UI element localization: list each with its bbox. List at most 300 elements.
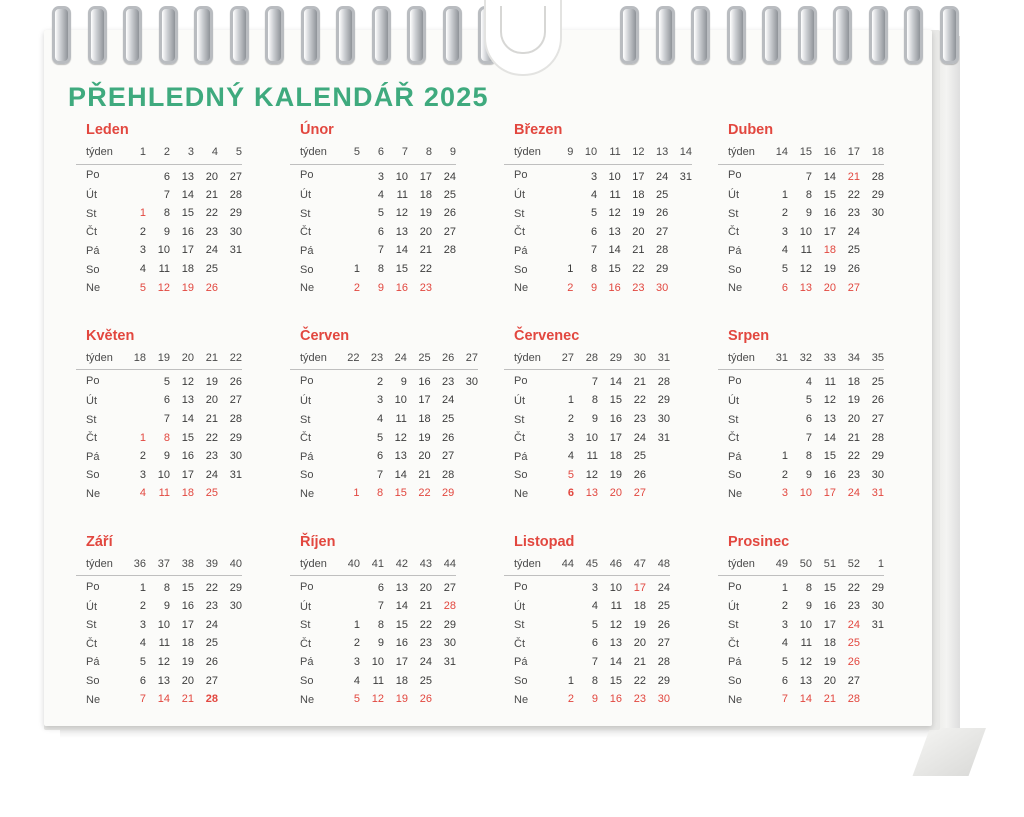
day-cell: 29 bbox=[229, 207, 242, 220]
week-numbers-row bbox=[718, 556, 884, 576]
day-cell bbox=[218, 261, 242, 280]
month-name: Listopad bbox=[514, 533, 575, 550]
day-cell: 11 bbox=[609, 188, 621, 201]
day-label: Ne bbox=[728, 487, 743, 500]
day-cell: 6 bbox=[163, 394, 170, 407]
day-label: St bbox=[728, 619, 739, 632]
day-label: St bbox=[300, 207, 311, 220]
week-number: 27 bbox=[550, 350, 574, 370]
day-row bbox=[504, 466, 670, 485]
day-cell: 13 bbox=[157, 674, 170, 687]
day-cell: 20 bbox=[418, 450, 431, 463]
month-name: Květen bbox=[86, 327, 135, 344]
month-block bbox=[706, 122, 920, 298]
day-cell: 8 bbox=[163, 207, 170, 220]
day-cell: 5 bbox=[139, 281, 146, 294]
day-cell: 22 bbox=[633, 394, 646, 407]
day-row bbox=[76, 635, 242, 654]
day-cell: 1 bbox=[781, 450, 788, 463]
day-label: So bbox=[728, 263, 742, 276]
day-label: Po bbox=[300, 580, 314, 593]
day-cell: 5 bbox=[353, 693, 360, 706]
month-name: Únor bbox=[300, 122, 334, 138]
day-cell: 20 bbox=[633, 637, 646, 650]
month-block bbox=[278, 122, 492, 298]
day-cell: 17 bbox=[823, 225, 836, 238]
day-cell bbox=[454, 485, 478, 504]
day-row bbox=[718, 223, 884, 242]
day-cell: 13 bbox=[181, 394, 194, 407]
month-name: Září bbox=[86, 533, 113, 550]
day-row bbox=[504, 691, 670, 710]
day-cell bbox=[646, 466, 670, 485]
week-number: 40 bbox=[336, 556, 360, 576]
week-number: 10 bbox=[573, 144, 597, 164]
day-cell: 25 bbox=[443, 188, 456, 201]
day-cell: 8 bbox=[805, 582, 812, 595]
day-cell: 19 bbox=[181, 281, 194, 294]
day-label: Pá bbox=[514, 450, 528, 463]
day-cell: 10 bbox=[157, 244, 170, 257]
day-cell: 28 bbox=[655, 244, 669, 257]
week-number: 25 bbox=[407, 350, 431, 370]
day-cell: 9 bbox=[377, 637, 384, 650]
week-number: 43 bbox=[408, 556, 432, 576]
day-cell: 8 bbox=[163, 431, 170, 444]
week-number: 31 bbox=[646, 350, 670, 370]
day-cell bbox=[860, 635, 884, 654]
day-cell: 19 bbox=[847, 394, 860, 407]
day-cell: 17 bbox=[418, 394, 431, 407]
day-label: Po bbox=[514, 374, 528, 387]
month-table bbox=[504, 350, 670, 504]
day-cell: 7 bbox=[805, 170, 812, 183]
day-cell bbox=[550, 223, 574, 242]
day-cell: 21 bbox=[633, 655, 646, 668]
day-cell: 12 bbox=[823, 394, 836, 407]
day-cell: 2 bbox=[377, 376, 384, 389]
day-cell: 16 bbox=[823, 468, 836, 481]
day-label: Po bbox=[514, 169, 528, 182]
day-cell: 19 bbox=[633, 618, 646, 631]
day-cell: 17 bbox=[823, 618, 836, 631]
day-cell: 31 bbox=[679, 170, 692, 183]
day-cell: 13 bbox=[394, 450, 407, 463]
day-cell: 27 bbox=[847, 281, 860, 294]
day-cell: 19 bbox=[205, 376, 218, 389]
day-cell: 5 bbox=[781, 263, 788, 276]
day-cell bbox=[432, 261, 456, 280]
day-row bbox=[76, 164, 242, 186]
week-label: týden bbox=[290, 144, 336, 164]
day-cell: 19 bbox=[395, 693, 408, 706]
day-row bbox=[290, 186, 456, 205]
day-cell: 21 bbox=[632, 244, 645, 257]
day-cell bbox=[336, 242, 360, 261]
day-cell: 22 bbox=[847, 188, 860, 201]
page-title: PŘEHLEDNÝ KALENDÁŘ 2025 bbox=[68, 82, 489, 112]
week-label: týden bbox=[290, 556, 336, 576]
day-label: Pá bbox=[86, 656, 100, 669]
day-cell bbox=[336, 205, 360, 224]
day-row bbox=[718, 691, 884, 710]
day-cell: 5 bbox=[377, 207, 384, 220]
day-cell: 9 bbox=[590, 281, 598, 294]
day-cell: 30 bbox=[657, 413, 670, 426]
day-cell: 13 bbox=[395, 582, 408, 595]
day-row bbox=[290, 279, 456, 298]
day-row bbox=[718, 448, 884, 467]
day-cell: 16 bbox=[609, 693, 622, 706]
week-number: 22 bbox=[218, 350, 242, 370]
day-cell: 2 bbox=[139, 600, 146, 613]
day-cell: 26 bbox=[847, 263, 860, 276]
day-cell bbox=[432, 279, 456, 298]
day-cell: 17 bbox=[395, 655, 408, 668]
week-number: 3 bbox=[170, 144, 194, 164]
day-cell: 15 bbox=[823, 188, 836, 201]
day-row bbox=[290, 672, 456, 691]
day-cell bbox=[860, 261, 884, 280]
day-cell: 7 bbox=[377, 244, 384, 257]
day-cell: 8 bbox=[805, 188, 812, 201]
day-row bbox=[504, 576, 670, 598]
week-number: 31 bbox=[764, 350, 788, 370]
day-row bbox=[504, 616, 670, 635]
day-cell: 12 bbox=[799, 655, 812, 668]
day-label: St bbox=[728, 413, 739, 426]
week-number: 14 bbox=[764, 144, 788, 164]
day-cell: 3 bbox=[139, 618, 146, 631]
month-block bbox=[706, 328, 920, 504]
week-number: 41 bbox=[360, 556, 384, 576]
day-cell: 31 bbox=[229, 244, 242, 257]
day-cell: 21 bbox=[419, 244, 432, 257]
month-table bbox=[718, 350, 884, 504]
day-cell bbox=[336, 186, 360, 205]
day-cell: 11 bbox=[158, 263, 170, 276]
week-numbers-row bbox=[504, 350, 670, 370]
day-label: St bbox=[300, 413, 311, 426]
week-number: 35 bbox=[860, 350, 884, 370]
day-cell: 5 bbox=[805, 394, 812, 407]
day-label: Pá bbox=[300, 244, 314, 257]
day-cell: 18 bbox=[823, 244, 836, 257]
day-cell: 3 bbox=[591, 582, 598, 595]
month-block bbox=[64, 328, 278, 504]
day-cell bbox=[218, 691, 242, 710]
day-cell: 7 bbox=[139, 693, 146, 706]
day-cell: 24 bbox=[847, 618, 860, 631]
day-label: So bbox=[86, 469, 100, 482]
day-cell: 30 bbox=[465, 376, 478, 389]
day-cell: 23 bbox=[442, 376, 455, 389]
day-label: St bbox=[86, 413, 97, 426]
month-block bbox=[64, 122, 278, 298]
month-name: Červen bbox=[300, 327, 350, 344]
day-cell: 27 bbox=[229, 170, 242, 183]
day-row bbox=[718, 576, 884, 598]
day-cell: 7 bbox=[781, 693, 788, 706]
week-number: 24 bbox=[383, 350, 407, 370]
day-row bbox=[290, 635, 456, 654]
day-row bbox=[290, 616, 456, 635]
day-row bbox=[290, 411, 478, 430]
day-cell: 16 bbox=[608, 281, 621, 294]
day-label: Čt bbox=[514, 226, 525, 239]
day-cell: 26 bbox=[443, 207, 456, 220]
day-cell: 24 bbox=[419, 655, 432, 668]
months-grid bbox=[64, 122, 920, 709]
day-cell: 14 bbox=[157, 693, 170, 706]
day-cell: 18 bbox=[181, 637, 194, 650]
day-cell bbox=[336, 370, 360, 392]
week-numbers-row bbox=[504, 556, 670, 576]
day-label: Po bbox=[728, 580, 742, 593]
week-number: 7 bbox=[384, 144, 408, 164]
day-cell: 10 bbox=[394, 394, 407, 407]
month-block bbox=[492, 328, 706, 504]
day-cell: 10 bbox=[799, 487, 812, 500]
day-cell bbox=[550, 242, 574, 261]
day-cell: 8 bbox=[377, 618, 384, 631]
day-label: Út bbox=[728, 394, 739, 407]
day-row bbox=[290, 429, 478, 448]
week-number: 23 bbox=[359, 350, 383, 370]
day-row bbox=[718, 279, 884, 298]
calendar-content bbox=[44, 30, 932, 726]
day-cell: 11 bbox=[800, 244, 812, 257]
week-number: 1 bbox=[122, 144, 146, 164]
day-cell: 27 bbox=[443, 582, 456, 595]
day-cell bbox=[860, 223, 884, 242]
day-cell: 3 bbox=[590, 170, 598, 183]
day-label: Čt bbox=[728, 432, 739, 445]
day-label: Po bbox=[86, 580, 100, 593]
day-cell: 1 bbox=[781, 582, 788, 595]
day-label: Ne bbox=[728, 282, 743, 295]
week-number: 44 bbox=[550, 556, 574, 576]
day-cell bbox=[454, 429, 478, 448]
day-cell: 8 bbox=[163, 582, 170, 595]
day-cell: 6 bbox=[781, 281, 788, 294]
day-cell: 24 bbox=[442, 394, 455, 407]
day-cell bbox=[218, 672, 242, 691]
day-cell: 29 bbox=[442, 487, 455, 500]
week-number: 48 bbox=[646, 556, 670, 576]
day-row bbox=[76, 448, 242, 467]
day-label: Ne bbox=[86, 282, 101, 295]
day-cell: 9 bbox=[805, 207, 812, 220]
day-label: Po bbox=[86, 169, 100, 182]
day-cell: 5 bbox=[139, 655, 146, 668]
week-number: 36 bbox=[122, 556, 146, 576]
day-cell: 10 bbox=[157, 618, 170, 631]
day-cell: 8 bbox=[805, 450, 812, 463]
day-label: Pá bbox=[728, 450, 742, 463]
day-row bbox=[718, 485, 884, 504]
day-cell: 9 bbox=[163, 600, 170, 613]
day-row bbox=[504, 448, 670, 467]
day-label: Pá bbox=[728, 244, 742, 257]
day-cell: 17 bbox=[633, 582, 646, 595]
day-cell bbox=[454, 466, 478, 485]
day-row bbox=[718, 598, 884, 617]
week-number: 6 bbox=[360, 144, 384, 164]
day-row bbox=[504, 653, 670, 672]
day-label: Ne bbox=[514, 282, 529, 295]
month-name: Leden bbox=[86, 122, 129, 138]
day-cell: 31 bbox=[871, 487, 884, 500]
day-cell bbox=[454, 411, 478, 430]
day-cell: 25 bbox=[657, 600, 670, 613]
day-cell bbox=[550, 205, 574, 224]
day-cell: 19 bbox=[419, 207, 432, 220]
day-label: Ne bbox=[514, 693, 529, 706]
day-cell: 18 bbox=[632, 188, 645, 201]
day-label: Ne bbox=[300, 693, 315, 706]
day-cell: 25 bbox=[419, 674, 432, 687]
day-cell: 11 bbox=[395, 413, 407, 426]
day-cell: 10 bbox=[799, 225, 812, 238]
day-cell: 26 bbox=[229, 376, 242, 389]
day-cell: 4 bbox=[805, 376, 812, 389]
week-numbers-row bbox=[76, 556, 242, 576]
day-cell: 16 bbox=[418, 376, 431, 389]
day-label: Ne bbox=[300, 282, 315, 295]
day-cell: 16 bbox=[609, 413, 622, 426]
day-cell: 14 bbox=[181, 188, 194, 201]
day-cell: 22 bbox=[419, 618, 432, 631]
day-row bbox=[504, 635, 670, 654]
day-cell: 16 bbox=[395, 281, 408, 294]
week-number: 5 bbox=[218, 144, 242, 164]
day-cell: 1 bbox=[781, 188, 788, 201]
day-label: Út bbox=[728, 189, 739, 202]
month-table bbox=[718, 556, 884, 710]
day-cell: 30 bbox=[655, 281, 669, 294]
day-cell: 28 bbox=[847, 693, 860, 706]
day-cell: 10 bbox=[609, 582, 622, 595]
day-row bbox=[504, 411, 670, 430]
week-numbers-row bbox=[290, 350, 478, 370]
day-cell bbox=[550, 598, 574, 617]
day-cell: 6 bbox=[163, 170, 170, 183]
day-cell: 28 bbox=[229, 188, 242, 201]
week-number: 34 bbox=[836, 350, 860, 370]
day-cell: 4 bbox=[377, 188, 384, 201]
day-cell: 22 bbox=[205, 207, 218, 220]
day-row bbox=[290, 466, 478, 485]
day-label: Po bbox=[86, 374, 100, 387]
day-label: So bbox=[300, 263, 314, 276]
month-table bbox=[290, 556, 456, 710]
day-cell: 20 bbox=[609, 487, 622, 500]
day-label: Út bbox=[514, 189, 525, 202]
day-cell: 27 bbox=[657, 637, 670, 650]
day-cell: 10 bbox=[371, 655, 384, 668]
day-row bbox=[718, 370, 884, 392]
day-cell bbox=[764, 392, 788, 411]
day-cell: 2 bbox=[781, 600, 788, 613]
day-cell: 25 bbox=[205, 263, 218, 276]
day-label: Út bbox=[300, 394, 311, 407]
day-cell: 18 bbox=[181, 263, 194, 276]
day-cell: 13 bbox=[609, 637, 622, 650]
day-label: So bbox=[514, 469, 528, 482]
day-cell bbox=[860, 672, 884, 691]
day-cell: 23 bbox=[633, 693, 646, 706]
month-block bbox=[278, 534, 492, 710]
day-cell: 26 bbox=[205, 655, 218, 668]
day-label: Út bbox=[728, 600, 739, 613]
day-cell: 14 bbox=[609, 376, 622, 389]
day-label: Út bbox=[514, 394, 525, 407]
day-cell: 28 bbox=[229, 413, 242, 426]
day-label: Út bbox=[514, 600, 525, 613]
day-cell: 28 bbox=[443, 244, 456, 257]
day-cell: 1 bbox=[567, 674, 574, 687]
week-label: týden bbox=[76, 144, 122, 164]
day-row bbox=[76, 392, 242, 411]
day-cell: 11 bbox=[800, 637, 812, 650]
week-number: 50 bbox=[788, 556, 812, 576]
day-cell: 6 bbox=[590, 225, 598, 238]
day-cell bbox=[764, 370, 788, 392]
day-cell: 16 bbox=[395, 637, 408, 650]
day-cell: 6 bbox=[377, 582, 384, 595]
week-number: 44 bbox=[432, 556, 456, 576]
day-label: Čt bbox=[514, 637, 525, 650]
day-cell bbox=[550, 653, 574, 672]
day-cell: 11 bbox=[396, 188, 408, 201]
day-cell: 14 bbox=[395, 600, 408, 613]
day-cell: 4 bbox=[781, 244, 788, 257]
day-row bbox=[76, 466, 242, 485]
day-cell: 3 bbox=[567, 431, 574, 444]
day-label: Út bbox=[86, 189, 97, 202]
day-cell: 22 bbox=[418, 487, 431, 500]
day-cell: 14 bbox=[181, 413, 194, 426]
day-cell bbox=[668, 205, 692, 224]
day-cell: 1 bbox=[139, 582, 146, 595]
day-cell: 18 bbox=[823, 637, 836, 650]
day-cell: 20 bbox=[419, 582, 432, 595]
day-cell: 18 bbox=[633, 600, 646, 613]
day-cell: 25 bbox=[871, 376, 884, 389]
day-cell: 24 bbox=[443, 170, 456, 183]
day-cell: 13 bbox=[608, 225, 621, 238]
day-label: Čt bbox=[514, 432, 525, 445]
day-cell: 23 bbox=[205, 225, 218, 238]
day-cell bbox=[122, 370, 146, 392]
day-cell: 7 bbox=[805, 431, 812, 444]
day-cell: 10 bbox=[157, 468, 170, 481]
day-cell: 24 bbox=[657, 582, 670, 595]
day-row bbox=[718, 616, 884, 635]
day-cell: 20 bbox=[632, 225, 645, 238]
week-number: 52 bbox=[836, 556, 860, 576]
day-row bbox=[290, 392, 478, 411]
day-row bbox=[76, 485, 242, 504]
day-cell: 18 bbox=[181, 487, 194, 500]
day-cell: 27 bbox=[205, 674, 218, 687]
day-cell: 19 bbox=[823, 263, 836, 276]
day-label: Pá bbox=[300, 656, 314, 669]
day-cell bbox=[550, 616, 574, 635]
day-cell: 21 bbox=[847, 431, 860, 444]
day-row bbox=[76, 205, 242, 224]
